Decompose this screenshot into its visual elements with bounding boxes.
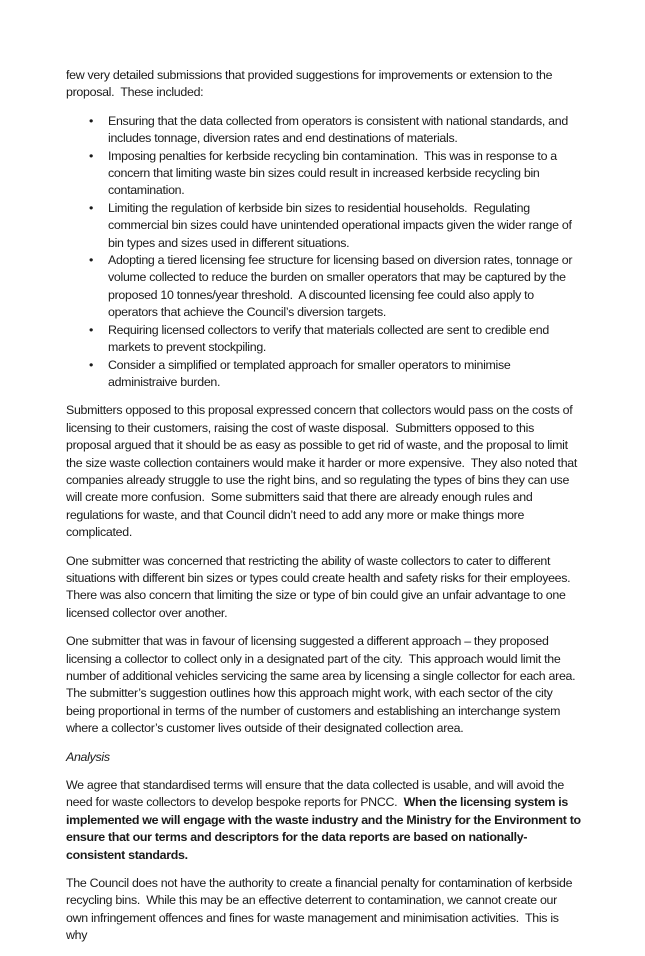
text-run: We agree that standardised terms will ensure that the data collected is usable, and will avoid the need for waste collectors to develop bespoke reports for PNCC. — [66, 778, 568, 810]
bullet-list — [66, 113, 581, 392]
text-run: Analysis — [66, 749, 110, 764]
bullet-item: • Ensuring that the data collected from operators is consistent with national standards, and includes tonnage, diversion rates and end destinations of materials. — [66, 113, 581, 148]
bullet-item: • Requiring licensed collectors to verify that materials collected are sent to credible end markets to prevent stockpiling. — [66, 322, 581, 357]
document-content — [66, 67, 584, 956]
bullet-item: • Imposing penalties for kerbside recycling bin contamination. This was in response to a concern that limiting waste bin sizes could result in increased kerbside recycling bin contamination. — [66, 148, 581, 200]
paragraph — [66, 402, 581, 541]
paragraph — [66, 875, 581, 945]
analysis-heading — [66, 749, 581, 766]
text-run: Submitters opposed to this proposal expressed concern that collectors would pass on the costs of licensing to their customers, raising the cost of waste disposal. Submitters opposed to this proposal argued that it should be as easy as possible to get rid of waste, and the proposal to limit the size waste collection containers would make it harder or more expensive. They also noted that companies already struggle to use the right bins, and so regulating the types of bins they can use will create more confusion. Some submitters said that there are already enough rules and regulations for waste, and that Council didn’t need to add any more or make things more complicated. — [66, 403, 581, 540]
bold-text-run: When the licensing system is implemented we will engage with the waste industry and the Ministry for the Environment to ensure that our terms and descriptors for the data reports are based on nationally-consistent standards. — [66, 795, 584, 862]
text-run: The Council does not have the authority to create a financial penalty for contamination of kerbside recycling bins. While this may be an effective deterrent to contamination, we cannot create our own infringement offences and fines for waste management and minimisation activities. This is why — [66, 876, 576, 943]
paragraph — [66, 67, 581, 102]
bullet-item: • Adopting a tiered licensing fee structure for licensing based on diversion rates, tonnage or volume collected to reduce the burden on smaller operators that may be captured by the proposed 10 tonnes/year threshold. A discounted licensing fee could also apply to operators that achieve the Council’s diversion targets. — [66, 252, 581, 322]
text-run: few very detailed submissions that provided suggestions for improvements or extension to the proposal. These included: — [66, 68, 556, 100]
text-run: One submitter that was in favour of licensing suggested a different approach – they proposed licensing a collector to collect only in a designated part of the city. This approach would limit the number of additional vehicles servicing the same area by licensing a single collector for each area. The submitter’s suggestion outlines how this approach might work, with each sector of the city being proportional in terms of the number of customers and establishing an interchange system where a collector’s customer lives outside of their designated collection area. — [66, 634, 582, 736]
paragraph — [66, 633, 581, 737]
bullet-item: • Limiting the regulation of kerbside bin sizes to residential households. Regulating commercial bin sizes could have unintended operational impacts given the wider range of bin types and sizes used in different situations. — [66, 200, 581, 252]
paragraph — [66, 777, 584, 864]
paragraph — [66, 553, 581, 623]
text-run: One submitter was concerned that restricting the ability of waste collectors to cater to different situations with different bin sizes or types could create health and safety risks for their employees. There was also concern that limiting the size or type of bin could give an unfair advantage to one licensed collector over another. — [66, 553, 577, 620]
bullet-item: • Consider a simplified or templated approach for smaller operators to minimise administraive burden. — [66, 357, 581, 392]
